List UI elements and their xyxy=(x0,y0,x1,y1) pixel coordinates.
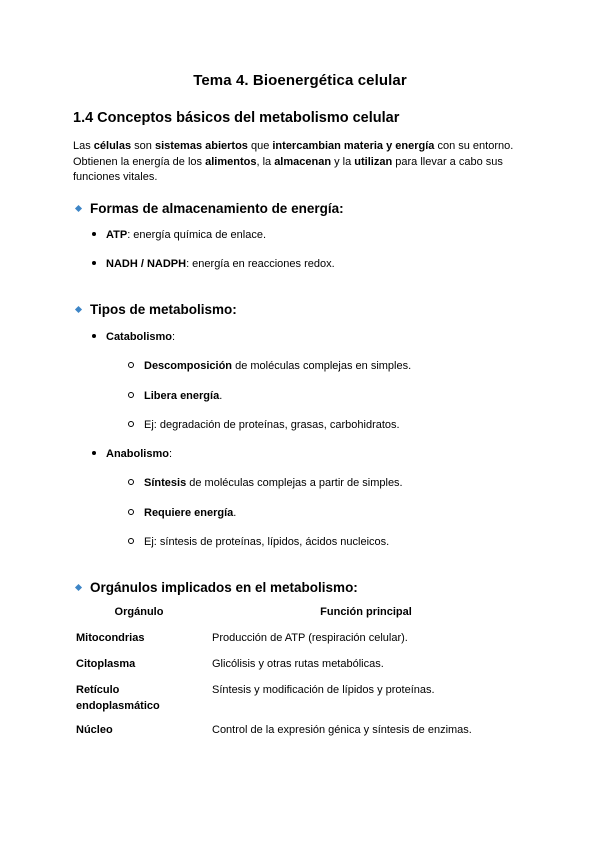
item-text: Ej: degradación de proteínas, grasas, carbohidratos. xyxy=(144,419,400,431)
intro-paragraph xyxy=(73,139,543,186)
organelles-heading xyxy=(76,580,358,595)
organelle-name: Mitocondrias xyxy=(76,632,145,644)
item-bold: Requiere energía xyxy=(144,507,234,519)
intro-bold: sistemas abiertos xyxy=(154,140,248,152)
bullet-icon xyxy=(92,334,96,338)
organelle-name: Citoplasma xyxy=(76,658,136,670)
list-item xyxy=(92,448,172,460)
item-text: Ej: síntesis de proteínas, lípidos, ácidos nucleicos. xyxy=(144,536,390,548)
types-heading xyxy=(76,302,237,317)
diamond-bullet-icon xyxy=(75,306,82,313)
hollow-bullet-icon xyxy=(128,479,134,485)
bullet-icon xyxy=(92,261,96,265)
intro-text: Las xyxy=(73,140,94,152)
intro-text: que xyxy=(247,140,273,152)
hollow-bullet-icon xyxy=(128,392,134,398)
item-bold: Catabolismo xyxy=(106,331,173,343)
item-bold: ATP xyxy=(106,229,128,241)
sub-list-item xyxy=(128,507,236,519)
intro-bold: intercambian materia y energía xyxy=(272,140,435,152)
item-text: de moléculas complejas en simples. xyxy=(232,360,412,372)
bullet-icon xyxy=(92,451,96,455)
storage-heading xyxy=(76,201,344,216)
organelle-function: Síntesis y modificación de lípidos y proteínas. xyxy=(212,684,435,696)
sub-list-item xyxy=(128,360,411,372)
intro-bold: almacenan xyxy=(274,155,332,168)
intro-bold: células xyxy=(93,140,132,152)
intro-text: son xyxy=(131,140,155,152)
item-text: : xyxy=(172,331,176,343)
hollow-bullet-icon xyxy=(128,538,134,544)
item-text: . xyxy=(219,390,223,402)
item-bold: NADH / NADPH xyxy=(106,258,187,270)
intro-bold: alimentos xyxy=(205,155,257,168)
intro-text: para llevar a cabo sus funciones vitales. xyxy=(73,155,503,183)
diamond-bullet-icon xyxy=(75,584,82,591)
hollow-bullet-icon xyxy=(128,421,134,427)
table-header-function: Función principal xyxy=(320,606,412,618)
section-heading: 1.4 Conceptos básicos del metabolismo celular xyxy=(73,110,400,126)
storage-heading-text: Formas de almacenamiento de energía: xyxy=(90,201,344,216)
intro-text: con su entorno. Obtienen la energía de los xyxy=(73,140,514,168)
item-text: de moléculas complejas a partir de simples. xyxy=(186,477,403,489)
item-text: : energía en reacciones redox. xyxy=(186,258,335,270)
organelle-name: Retículo endoplasmático xyxy=(76,684,160,712)
document-title: Tema 4. Bioenergética celular xyxy=(193,72,407,89)
types-heading-text: Tipos de metabolismo: xyxy=(90,302,237,317)
sub-list-item xyxy=(128,419,400,431)
sub-list-item xyxy=(128,390,222,402)
intro-text: , la xyxy=(256,155,275,168)
diamond-bullet-icon xyxy=(75,205,82,212)
item-text: : xyxy=(168,448,173,460)
organelles-heading-text: Orgánulos implicados en el metabolismo: xyxy=(90,580,358,595)
list-item xyxy=(92,331,175,343)
hollow-bullet-icon xyxy=(128,509,134,515)
bullet-icon xyxy=(92,232,96,236)
sub-list-item xyxy=(128,536,389,548)
item-text: : energía química de enlace. xyxy=(127,229,266,241)
list-item xyxy=(92,229,266,241)
organelle-function: Control de la expresión génica y síntesis de enzimas. xyxy=(212,724,472,736)
intro-bold: utilizan xyxy=(354,155,393,168)
table-header-organelle: Orgánulo xyxy=(114,606,164,618)
organelle-name: Núcleo xyxy=(76,724,113,736)
item-bold: Anabolismo xyxy=(106,448,169,460)
organelle-function: Glicólisis y otras rutas metabólicas. xyxy=(212,658,384,670)
item-text: . xyxy=(233,507,237,519)
item-bold: Libera energía xyxy=(144,390,220,402)
hollow-bullet-icon xyxy=(128,362,134,368)
item-bold: Descomposición xyxy=(144,360,233,372)
list-item xyxy=(92,258,335,270)
item-bold: Síntesis xyxy=(144,477,187,489)
sub-list-item xyxy=(128,477,403,489)
organelle-function: Producción de ATP (respiración celular). xyxy=(212,632,408,644)
intro-text: y la xyxy=(331,155,355,168)
